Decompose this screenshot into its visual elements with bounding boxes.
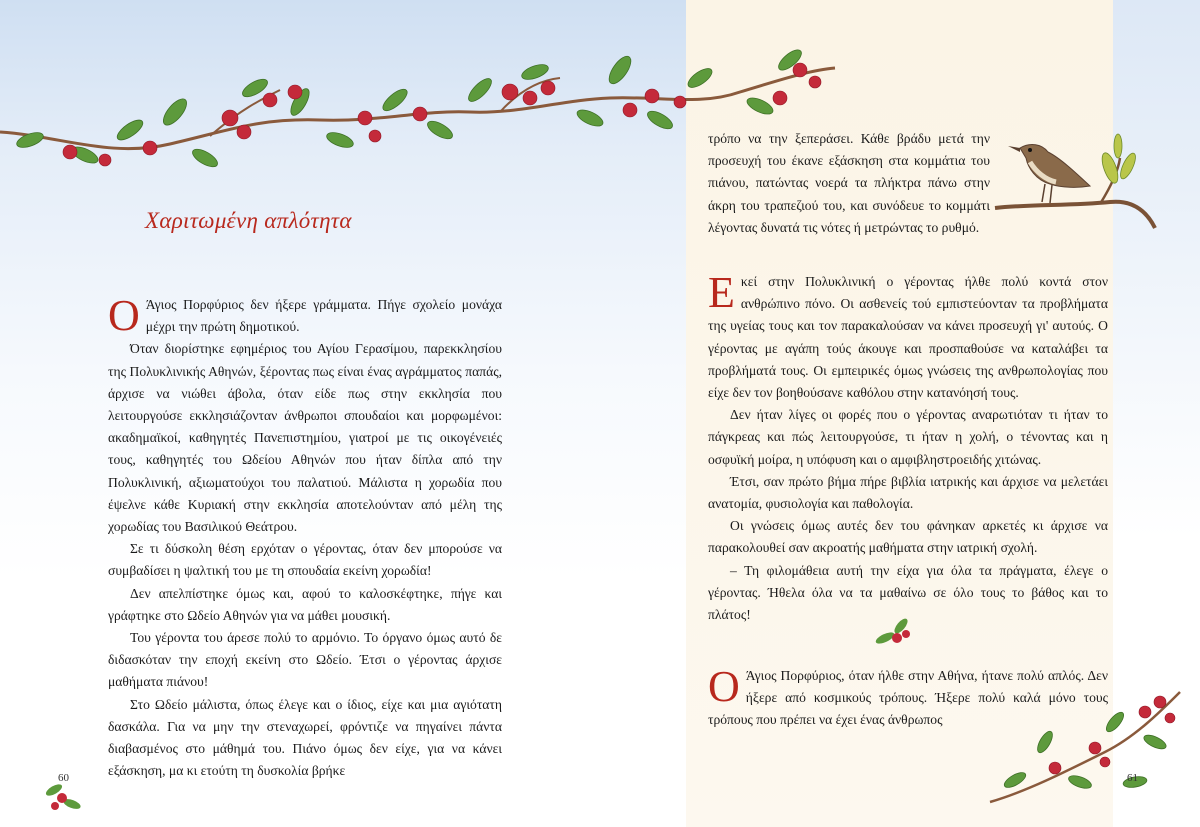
berry-ornament-icon [42, 780, 82, 814]
paragraph: Όταν διορίστηκε εφημέριος του Αγίου Γερασίμου, παρεκκλησίου της Πολυκλινικής Αθηνών, ξέροντας πως είναι ένας αγράμματος παπάς, άρχισε να νιώθει άβολα, όταν είδε πως στην εκκλησία που λειτουργούσε εκκλησιάζονταν άνθρωποι σπουδαίοι και μορφωμένοι: ακαδημαϊκοί, καθηγητές Πανεπιστημίου, γιατροί με τις οικογένειές τους, καθηγητές του Ωδείου Αθηνών που ήταν δίπλα από την Πολυκλινική, αξιωματούχοι του παλατιού. Μάλιστα η χορωδία που έψελνε κάθε Κυριακή στην εκκλησία αποτελούνταν από μέλη της χορωδίας του Βασιλικού Θεάτρου. [108, 341, 502, 535]
drop-cap: Ο [708, 662, 740, 711]
bird-on-branch-illustration [990, 128, 1160, 248]
paragraph: Δεν απελπίστηκε όμως και, αφού το καλοσκέφτηκε, πήγε και γράφτηκε στο Ωδείο Αθηνών για να μάθει μουσική. [108, 585, 502, 623]
paragraph: Οι γνώσεις όμως αυτές δεν του φάνηκαν αρκετές κι άρχισε να παρακολουθεί σαν ακροατής μαθήματα στην ιατρική σχολή. [708, 518, 1108, 556]
chapter-title: Χαριτωμένη απλότητα [145, 208, 352, 233]
paragraph: Στο Ωδείο μάλιστα, όπως έλεγε και ο ίδιος, είχε και μια αγιότατη δασκάλα. Για να μην την στεναχωρεί, φρόντιζε να πηγαίνει πάντα διαβασμένος στο μάθημά του. Πιάνο όμως δεν είχε, για να κάνει εξάσκηση, μα κι ετούτη τη δυσκολία βρήκε [108, 696, 502, 779]
paragraph: Έτσι, σαν πρώτο βήμα πήρε βιβλία ιατρικής και άρχισε να μελετάει ανατομία, φυσιολογία και παθολογία. [708, 473, 1108, 512]
left-text-column [108, 291, 502, 782]
paragraph: τρόπο να την ξεπεράσει. Κάθε βράδυ μετά την προσευχή του έκανε εξάσκηση στα κομμάτια του πιάνου, πατώντας νοερά τα πλήκτρα πάνω στην άκρη του τραπεζιού του, και συνόδευε το κομμάτι λέγοντας δυνατά τις νότες ή μετρώντας το ρυθμό. [708, 131, 990, 235]
page-number-right: 61 [1127, 772, 1138, 784]
paragraph: Σε τι δύσκολη θέση ερχόταν ο γέροντας, όταν δεν μπορούσε να συμβαδίσει η ψαλτική του με τη σπουδαία εκείνη χορωδία! [108, 541, 502, 579]
paragraph: Δεν ήταν λίγες οι φορές που ο γέροντας αναρωτιόταν τι ήταν το πάγκρεας και πώς λειτουργούσε, τι ήταν η χολή, ο τένοντας και η οσφυϊκή μοίρα, η υπόφυση και ο αμφιβληστροειδής χιτώνας. [708, 407, 1108, 467]
right-text-new-section [708, 662, 1108, 732]
paragraph: Ο Άγιος Πορφύριος, όταν ήλθε στην Αθήνα, ήτανε πολύ απλός. Δεν ήξερε από κοσμικούς τρόπους. Ήξερε πολύ καλά μόνο τους τρόπους που πρέπει να έχει ένας άνθρωπος [708, 662, 1108, 728]
page-number-left: 60 [58, 772, 69, 784]
paragraph: Του γέροντα του άρεσε πολύ το αρμόνιο. Το όργανο όμως αυτό δε διδασκόταν την εποχή εκείνη στο Ωδείο. Έτσι ο γέροντας άρχισε μαθήματα πιάνου! [108, 630, 502, 690]
right-text-section [708, 268, 1108, 626]
drop-cap: Ο [108, 291, 140, 340]
paragraph: – Τη φιλομάθεια αυτή την είχα για όλα τα πράγματα, έλεγε ο γέροντας. Ήθελα όλα να τα μαθαίνω σε όλο τους το βάθος και το πλάτος! [708, 562, 1108, 623]
paragraph: Εκεί στην Πολυκλινική ο γέροντας ήλθε πολύ κοντά στον ανθρώπινο πόνο. Οι ασθενείς τού εμπιστεύονταν τα προβλήματα της υγείας τους και τον παρακαλούσαν να κάνει προσευχή γι' αυτούς. Ο γέροντας με αγάπη τούς άκουγε και προσπαθούσε να καταλάβει τα προβλήματά τους. Οι εμπειρικές όμως γνώσεις της ανθρωπολογίας που είχε δεν τον βοηθούσανε καθόλου στην κατανόησή τους. [708, 268, 1108, 401]
drop-cap: Ε [708, 268, 735, 317]
right-text-continuation [708, 128, 990, 239]
paragraph: Ο Άγιος Πορφύριος δεν ήξερε γράμματα. Πήγε σχολείο μονάχα μέχρι την πρώτη δημοτικού. [108, 291, 502, 340]
